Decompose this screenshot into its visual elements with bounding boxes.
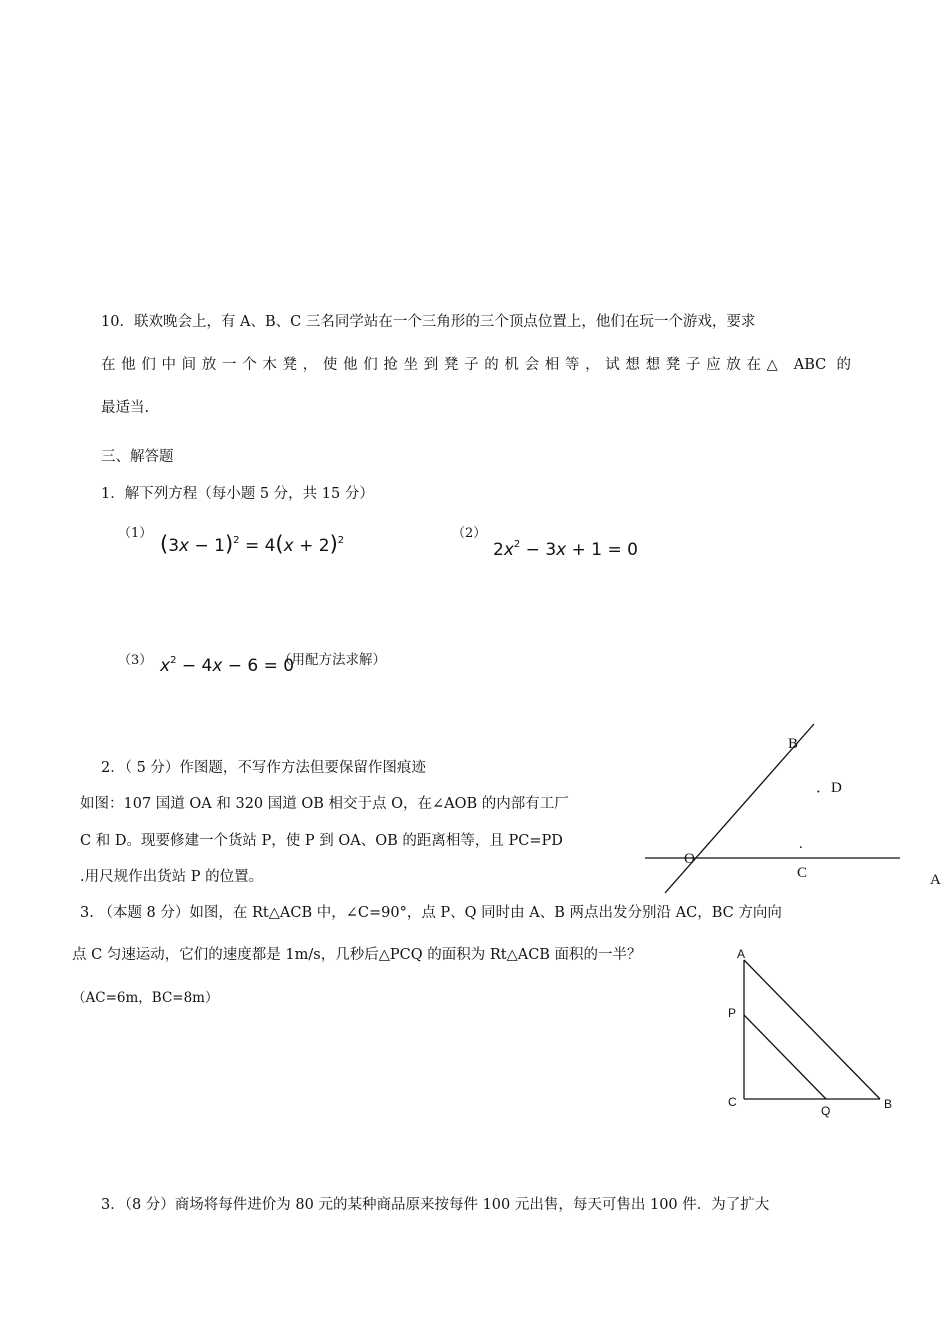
eq3-label: （3）: [118, 653, 153, 668]
p3a-line-1: 3. （本题 8 分）如图，在 Rt△ACB 中，∠C=90°，点 P、Q 同时由 A、B 两点出发分别沿 AC，BC 方向向: [80, 905, 782, 921]
eq3-math: $x^2 - 4x - 6 = 0$: [160, 655, 295, 676]
label-a: A: [930, 872, 941, 888]
p1-title: 1．解下列方程（每小题 5 分，共 15 分）: [101, 486, 374, 502]
section-heading: 三、解答题: [101, 449, 174, 465]
label-o: O: [684, 851, 695, 867]
label-b: B: [788, 736, 799, 752]
p2-line-2: C 和 D。现要修建一个货站 P，使 P 到 OA、OB 的距离相等，且 PC=PD: [80, 833, 563, 849]
label-tri-p: P: [728, 1006, 737, 1020]
dot-c: .: [799, 836, 803, 852]
label-tri-c: C: [728, 1095, 737, 1109]
eq2-label: （2）: [452, 526, 487, 541]
label-tri-q: Q: [821, 1104, 831, 1118]
label-tri-b: B: [884, 1097, 893, 1111]
p2-line-1: 如图：107 国道 OA 和 320 国道 OB 相交于点 O，在∠AOB 的内部有工厂: [80, 796, 569, 812]
p3b-line-1: 3．（8 分）商场将每件进价为 80 元的某种商品原来按每件 100 元出售，每天可售出 100 件．为了扩大: [101, 1197, 770, 1213]
eq3-note: （用配方法求解）: [278, 652, 386, 668]
q10-line-1: 10．联欢晚会上，有 A、B、C 三名同学站在一个三角形的三个顶点位置上，他们在玩一个游戏，要求: [101, 314, 756, 330]
label-d: ．D: [816, 780, 842, 796]
p2-line-3: .用尺规作出货站 P 的位置。: [80, 869, 264, 885]
segment-pq: [744, 1015, 826, 1099]
p3a-line-3: （AC=6m，BC=8m）: [72, 990, 219, 1006]
label-tri-a: A: [737, 947, 746, 961]
q10-line-2: 在他们中间放一个木凳，使他们抢坐到凳子的机会相等，试想想凳子应放在△ ABC 的: [101, 357, 851, 373]
eq1-label: （1）: [118, 526, 153, 541]
label-c: C: [797, 865, 808, 881]
q10-line-3: 最适当.: [101, 400, 150, 416]
eq1-math: $(3x - 1)^2 = 4(x + 2)^2$: [160, 532, 345, 556]
p3a-line-2: 点 C 匀速运动，它们的速度都是 1m/s，几秒后△PCQ 的面积为 Rt△ACB 面积的一半？: [72, 947, 642, 963]
eq2-math: $2x^2 - 3x + 1 = 0$: [493, 539, 638, 560]
p2-title: 2．（ 5 分）作图题，不写作方法但要保留作图痕迹: [101, 760, 426, 776]
side-ab: [744, 960, 880, 1099]
